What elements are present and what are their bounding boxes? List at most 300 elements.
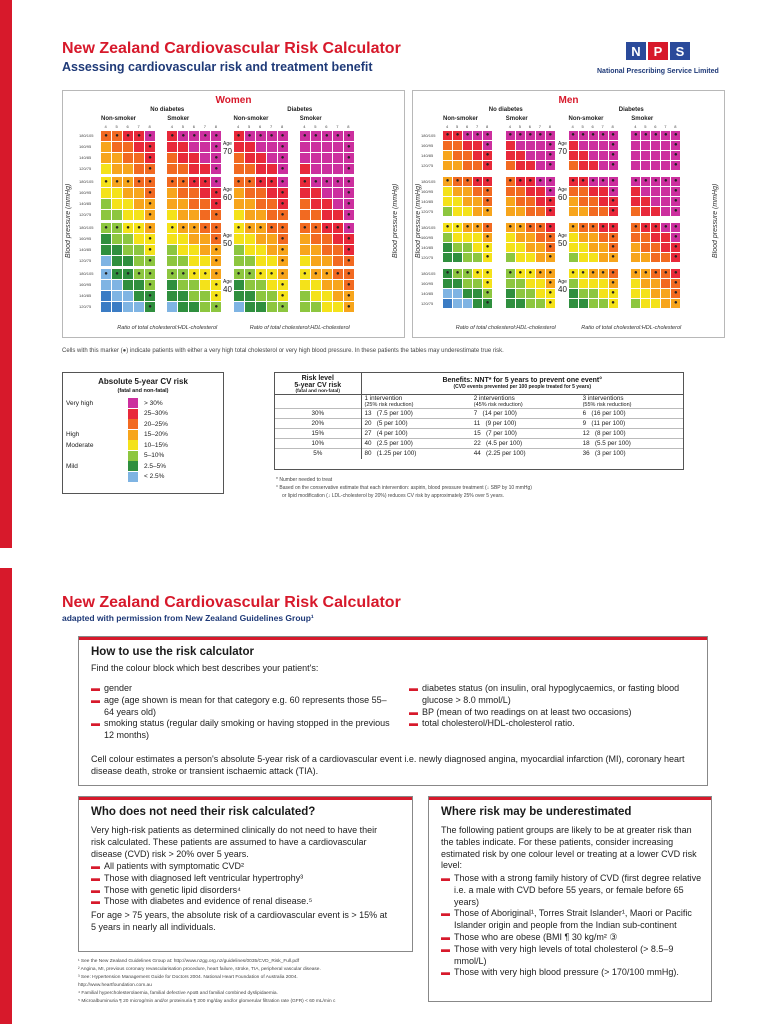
bp-tick: 120/75 — [79, 166, 92, 171]
risk-cell — [200, 188, 210, 198]
risk-cell: ● — [661, 131, 670, 140]
risk-cell — [189, 188, 199, 198]
risk-cell — [506, 299, 515, 308]
risk-cell: ● — [589, 131, 598, 140]
risk-cell: ● — [344, 164, 354, 174]
risk-cell — [178, 245, 188, 255]
risk-cell: ● — [483, 197, 492, 206]
risk-cell: ● — [178, 223, 188, 233]
chol-tick: 4 — [237, 124, 240, 129]
risk-cell — [641, 233, 650, 242]
risk-cell: ● — [671, 279, 680, 288]
risk-cell: ● — [344, 153, 354, 163]
risk-cell: ● — [609, 161, 618, 170]
bp-tick: 160/95 — [421, 235, 434, 240]
risk-cell: ● — [278, 131, 288, 141]
risk-cell: ● — [483, 161, 492, 170]
risk-cell — [322, 234, 332, 244]
risk-cell — [536, 289, 545, 298]
risk-cell — [101, 142, 111, 152]
risk-cell — [641, 161, 650, 170]
risk-cell: ● — [526, 177, 535, 186]
risk-cell: ● — [569, 223, 578, 232]
risk-cell: ● — [443, 177, 452, 186]
risk-cell — [506, 151, 515, 160]
chol-tick: 8 — [214, 124, 217, 129]
risk-cell — [506, 187, 515, 196]
risk-cell: ● — [443, 223, 452, 232]
legend-swatch — [128, 440, 138, 450]
risk-cell: ● — [211, 269, 221, 279]
risk-cell — [178, 210, 188, 220]
risk-cell — [234, 142, 244, 152]
risk-cell — [112, 256, 122, 266]
under-list — [441, 873, 706, 979]
risk-cell — [473, 197, 482, 206]
risk-cell — [167, 210, 177, 220]
risk-cell — [536, 151, 545, 160]
risk-cell: ● — [609, 243, 618, 252]
risk-cell: ● — [483, 151, 492, 160]
risk-cell — [516, 197, 525, 206]
risk-cell — [300, 256, 310, 266]
risk-cell — [267, 234, 277, 244]
risk-cell — [112, 188, 122, 198]
risk-cell — [267, 153, 277, 163]
risk-cell — [661, 187, 670, 196]
under-title: Where risk may be underestimated — [441, 806, 632, 818]
risk-cell — [641, 253, 650, 262]
risk-cell — [123, 280, 133, 290]
risk-cell: ● — [344, 188, 354, 198]
risk-cell: ● — [189, 223, 199, 233]
chol-tick: 6 — [259, 124, 262, 129]
risk-cell — [589, 253, 598, 262]
y-axis-label: Blood pressure (mmHg) — [65, 183, 72, 259]
nnt-fn1: * Number needed to treat — [276, 477, 333, 483]
risk-cell — [333, 302, 343, 312]
list-item: ▬ Those with genetic lipid disorders⁴ — [91, 884, 241, 895]
risk-cell — [178, 234, 188, 244]
risk-cell: ● — [123, 131, 133, 141]
risk-cell — [234, 280, 244, 290]
risk-cell — [599, 243, 608, 252]
risk-cell — [167, 199, 177, 209]
risk-cell: ● — [200, 177, 210, 187]
risk-cell: ● — [506, 177, 515, 186]
risk-cell — [526, 253, 535, 262]
age-label: Age 40 — [223, 279, 232, 294]
smoker-header: Smoker — [631, 116, 654, 122]
nnt-h2: Benefits: NNT* for 5 years to prevent one event° — [442, 377, 603, 384]
risk-cell — [234, 153, 244, 163]
risk-cell — [245, 280, 255, 290]
risk-cell: ● — [579, 131, 588, 140]
chol-tick: 7 — [270, 124, 273, 129]
risk-cell — [189, 199, 199, 209]
risk-cell — [589, 151, 598, 160]
risk-cell — [333, 245, 343, 255]
risk-cell — [516, 151, 525, 160]
risk-cell: ● — [589, 223, 598, 232]
risk-cell: ● — [145, 280, 155, 290]
risk-cell: ● — [516, 223, 525, 232]
risk-cell — [463, 197, 472, 206]
risk-cell: ● — [278, 234, 288, 244]
chol-tick: 6 — [654, 124, 657, 129]
list-item: ▬ gender — [91, 683, 133, 693]
risk-cell: ● — [546, 279, 555, 288]
risk-cell: ● — [101, 131, 111, 141]
risk-cell: ● — [145, 164, 155, 174]
risk-cell — [516, 289, 525, 298]
risk-cell — [536, 141, 545, 150]
risk-cell: ● — [671, 161, 680, 170]
risk-cell: ● — [278, 223, 288, 233]
footnote: ² Angina, MI, previous coronary revascularisation procedure, heart failure, stroke, TIA, peripheral vascular disease. — [78, 967, 321, 972]
chol-tick: 5 — [181, 124, 184, 129]
risk-cell — [256, 234, 266, 244]
risk-cell — [123, 188, 133, 198]
risk-cell: ● — [311, 131, 321, 141]
risk-cell — [453, 207, 462, 216]
risk-cell — [311, 302, 321, 312]
risk-cell — [311, 164, 321, 174]
risk-cell — [599, 207, 608, 216]
risk-cell — [579, 187, 588, 196]
chol-tick: 7 — [538, 124, 541, 129]
risk-cell — [189, 164, 199, 174]
risk-cell: ● — [278, 245, 288, 255]
nnt-h1c: (fatal and non-fatal) — [295, 389, 340, 394]
risk-cell — [589, 207, 598, 216]
risk-cell: ● — [234, 177, 244, 187]
risk-cell — [167, 234, 177, 244]
bp-tick: 180/105 — [79, 271, 94, 276]
risk-cell: ● — [211, 177, 221, 187]
risk-cell: ● — [344, 210, 354, 220]
risk-cell: ● — [631, 269, 640, 278]
risk-cell: ● — [189, 269, 199, 279]
risk-cell: ● — [145, 199, 155, 209]
risk-cell — [569, 141, 578, 150]
risk-cell — [311, 210, 321, 220]
risk-cell — [300, 153, 310, 163]
risk-cell: ● — [311, 269, 321, 279]
risk-cell: ● — [145, 177, 155, 187]
risk-cell: ● — [211, 199, 221, 209]
risk-cell — [463, 299, 472, 308]
y-axis-label: Blood pressure (mmHg) — [415, 183, 422, 259]
risk-cell — [453, 243, 462, 252]
risk-cell: ● — [211, 256, 221, 266]
legend-swatch — [128, 461, 138, 471]
risk-cell — [569, 151, 578, 160]
risk-cell — [267, 199, 277, 209]
risk-cell: ● — [506, 269, 515, 278]
chol-tick: 6 — [192, 124, 195, 129]
risk-cell: ● — [483, 207, 492, 216]
risk-cell: ● — [278, 210, 288, 220]
chol-tick: 8 — [148, 124, 151, 129]
risk-cell — [112, 302, 122, 312]
risk-cell — [661, 243, 670, 252]
risk-cell — [631, 187, 640, 196]
bp-tick: 160/95 — [421, 143, 434, 148]
risk-cell: ● — [278, 256, 288, 266]
risk-cell — [311, 199, 321, 209]
risk-cell: ● — [536, 223, 545, 232]
risk-cell — [631, 151, 640, 160]
risk-cell: ● — [112, 223, 122, 233]
left-red-bar-2 — [0, 568, 12, 1024]
risk-cell — [506, 243, 515, 252]
risk-cell — [641, 289, 650, 298]
risk-cell — [134, 291, 144, 301]
risk-cell: ● — [546, 187, 555, 196]
risk-cell: ● — [579, 177, 588, 186]
legend-swatch — [128, 409, 138, 419]
risk-cell — [123, 199, 133, 209]
risk-cell: ● — [463, 131, 472, 140]
footnote: http://www.heartfoundation.com.au — [78, 983, 152, 988]
risk-cell: ● — [256, 131, 266, 141]
risk-cell — [569, 243, 578, 252]
risk-cell — [333, 153, 343, 163]
nnt-footnotes — [276, 476, 532, 500]
risk-cell — [267, 256, 277, 266]
risk-cell — [101, 153, 111, 163]
risk-cell: ● — [661, 269, 670, 278]
bp-tick: 180/105 — [421, 133, 436, 138]
risk-cell: ● — [473, 223, 482, 232]
risk-cell: ● — [569, 269, 578, 278]
risk-cell: ● — [256, 177, 266, 187]
risk-cell: ● — [609, 131, 618, 140]
table-row: 5% 80 (1.25 per 100) 44 (2.25 per 100) 36 (3 per 100) — [275, 449, 683, 459]
logo-name: National Prescribing Service Limited — [597, 68, 719, 75]
risk-cell: ● — [516, 269, 525, 278]
list-item: ▬ diabetes status (on insulin, oral hypoglycaemics, or fasting blood glucose > 8.0 mmol/L) — [409, 683, 680, 705]
risk-cell: ● — [344, 291, 354, 301]
risk-cell: ● — [589, 177, 598, 186]
nnt-table-box — [274, 372, 684, 470]
risk-cell — [473, 253, 482, 262]
risk-cell: ● — [344, 269, 354, 279]
risk-cell: ● — [473, 131, 482, 140]
risk-cell — [333, 210, 343, 220]
risk-cell — [599, 161, 608, 170]
risk-cell — [134, 142, 144, 152]
risk-cell — [473, 141, 482, 150]
risk-cell — [112, 210, 122, 220]
risk-cell: ● — [609, 177, 618, 186]
smoker-header: Smoker — [167, 116, 190, 122]
risk-cell — [134, 256, 144, 266]
bp-tick: 160/95 — [79, 190, 92, 195]
chol-tick: 6 — [466, 124, 469, 129]
chol-tick: 4 — [303, 124, 306, 129]
risk-cell — [516, 161, 525, 170]
risk-cell — [322, 245, 332, 255]
risk-cell: ● — [473, 177, 482, 186]
risk-cell: ● — [483, 177, 492, 186]
risk-cell: ● — [333, 223, 343, 233]
risk-cell — [516, 253, 525, 262]
footnote: ³ See: Hypertension Management Guide for Doctors 2004. National Heart Foundation of Australia 2004. — [78, 975, 298, 980]
list-item: ▬ Those of Aboriginal¹, Torres Strait Islander¹, Maori or Pacific Islander origin and people from the Indian sub-continent — [441, 908, 692, 931]
risk-cell: ● — [443, 269, 452, 278]
risk-cell — [463, 141, 472, 150]
risk-cell — [167, 302, 177, 312]
risk-cell — [526, 207, 535, 216]
men-chart — [412, 90, 725, 338]
risk-cell — [234, 245, 244, 255]
risk-cell: ● — [609, 253, 618, 262]
risk-cell: ● — [145, 245, 155, 255]
risk-cell — [200, 153, 210, 163]
risk-cell: ● — [546, 141, 555, 150]
risk-cell — [579, 161, 588, 170]
risk-cell — [526, 161, 535, 170]
how-left-list — [91, 683, 391, 742]
risk-cell — [589, 141, 598, 150]
risk-cell — [641, 187, 650, 196]
risk-cell — [322, 256, 332, 266]
risk-cell: ● — [671, 151, 680, 160]
risk-cell — [579, 279, 588, 288]
chol-tick: 5 — [644, 124, 647, 129]
chol-tick: 6 — [126, 124, 129, 129]
risk-cell — [245, 188, 255, 198]
risk-cell — [589, 197, 598, 206]
risk-cell: ● — [344, 234, 354, 244]
chol-tick: 4 — [104, 124, 107, 129]
risk-cell: ● — [651, 131, 660, 140]
risk-cell: ● — [333, 269, 343, 279]
risk-cell — [234, 188, 244, 198]
risk-cell: ● — [278, 164, 288, 174]
risk-cell — [256, 199, 266, 209]
risk-cell — [536, 243, 545, 252]
risk-cell — [200, 280, 210, 290]
risk-cell — [641, 151, 650, 160]
risk-cell — [311, 256, 321, 266]
nps-logo — [626, 42, 690, 60]
risk-cell — [112, 199, 122, 209]
risk-cell — [178, 199, 188, 209]
risk-cell — [134, 164, 144, 174]
risk-cell — [589, 233, 598, 242]
risk-cell: ● — [211, 280, 221, 290]
bp-tick: 140/85 — [421, 153, 434, 158]
smoker-header: Smoker — [299, 116, 322, 122]
risk-cell — [245, 210, 255, 220]
bp-tick: 140/85 — [79, 293, 92, 298]
risk-cell — [267, 188, 277, 198]
risk-cell — [453, 289, 462, 298]
risk-cell — [599, 151, 608, 160]
risk-cell: ● — [145, 153, 155, 163]
risk-cell — [256, 280, 266, 290]
risk-cell — [167, 245, 177, 255]
risk-cell — [589, 161, 598, 170]
risk-cell — [599, 279, 608, 288]
risk-cell — [599, 289, 608, 298]
risk-cell: ● — [536, 269, 545, 278]
risk-cell — [134, 188, 144, 198]
risk-cell — [631, 197, 640, 206]
risk-cell — [101, 280, 111, 290]
risk-cell: ● — [267, 177, 277, 187]
risk-cell — [134, 234, 144, 244]
list-item: ▬ Those with very high levels of total cholesterol (> 8.5–9 mmol/L) — [441, 943, 674, 966]
risk-cell — [651, 299, 660, 308]
risk-cell — [526, 279, 535, 288]
risk-cell: ● — [651, 269, 660, 278]
diabetes-header: Diabetes — [618, 107, 644, 113]
risk-cell — [245, 291, 255, 301]
under-intro: The following patient groups are likely to be at greater risk than the tables indicate. For these patients, consider increasing estimated risk by one colour level or treating at a lower CVD risk level: — [441, 825, 697, 871]
risk-cell: ● — [145, 142, 155, 152]
risk-cell — [453, 187, 462, 196]
risk-cell: ● — [200, 223, 210, 233]
risk-cell — [569, 233, 578, 242]
risk-cell — [200, 256, 210, 266]
chol-tick: 8 — [548, 124, 551, 129]
risk-cell — [589, 243, 598, 252]
legend-row: 25–30% — [63, 409, 223, 420]
risk-cell: ● — [278, 153, 288, 163]
smoker-header: Non-smoker — [233, 116, 269, 122]
risk-cell — [516, 243, 525, 252]
risk-cell: ● — [546, 207, 555, 216]
risk-cell — [641, 299, 650, 308]
risk-cell: ● — [641, 177, 650, 186]
risk-cell: ● — [641, 223, 650, 232]
risk-cell — [453, 151, 462, 160]
risk-cell — [569, 253, 578, 262]
risk-cell — [333, 164, 343, 174]
risk-cell — [463, 161, 472, 170]
risk-cell — [651, 187, 660, 196]
risk-cell — [311, 280, 321, 290]
risk-cell: ● — [101, 269, 111, 279]
chol-tick: 4 — [170, 124, 173, 129]
x-axis-label: Ratio of total cholesterol:HDL-cholesterol — [249, 325, 350, 331]
risk-cell: ● — [671, 253, 680, 262]
risk-cell — [256, 164, 266, 174]
risk-cell — [300, 164, 310, 174]
risk-cell — [631, 141, 640, 150]
risk-cell — [526, 197, 535, 206]
risk-cell — [453, 279, 462, 288]
risk-cell — [589, 279, 598, 288]
nnt-col-header: 1 intervention (25% risk reduction) 2 interventions (45% risk reduction) 3 interventions (55% risk reduction) — [275, 395, 683, 409]
chol-tick: 8 — [281, 124, 284, 129]
bp-tick: 140/85 — [79, 201, 92, 206]
risk-cell: ● — [245, 131, 255, 141]
risk-cell — [311, 142, 321, 152]
risk-cell — [178, 291, 188, 301]
risk-cell: ● — [483, 233, 492, 242]
risk-cell: ● — [569, 131, 578, 140]
risk-cell: ● — [167, 223, 177, 233]
age-label: Age 60 — [223, 187, 232, 202]
risk-cell: ● — [145, 291, 155, 301]
risk-cell — [267, 210, 277, 220]
risk-cell — [651, 161, 660, 170]
